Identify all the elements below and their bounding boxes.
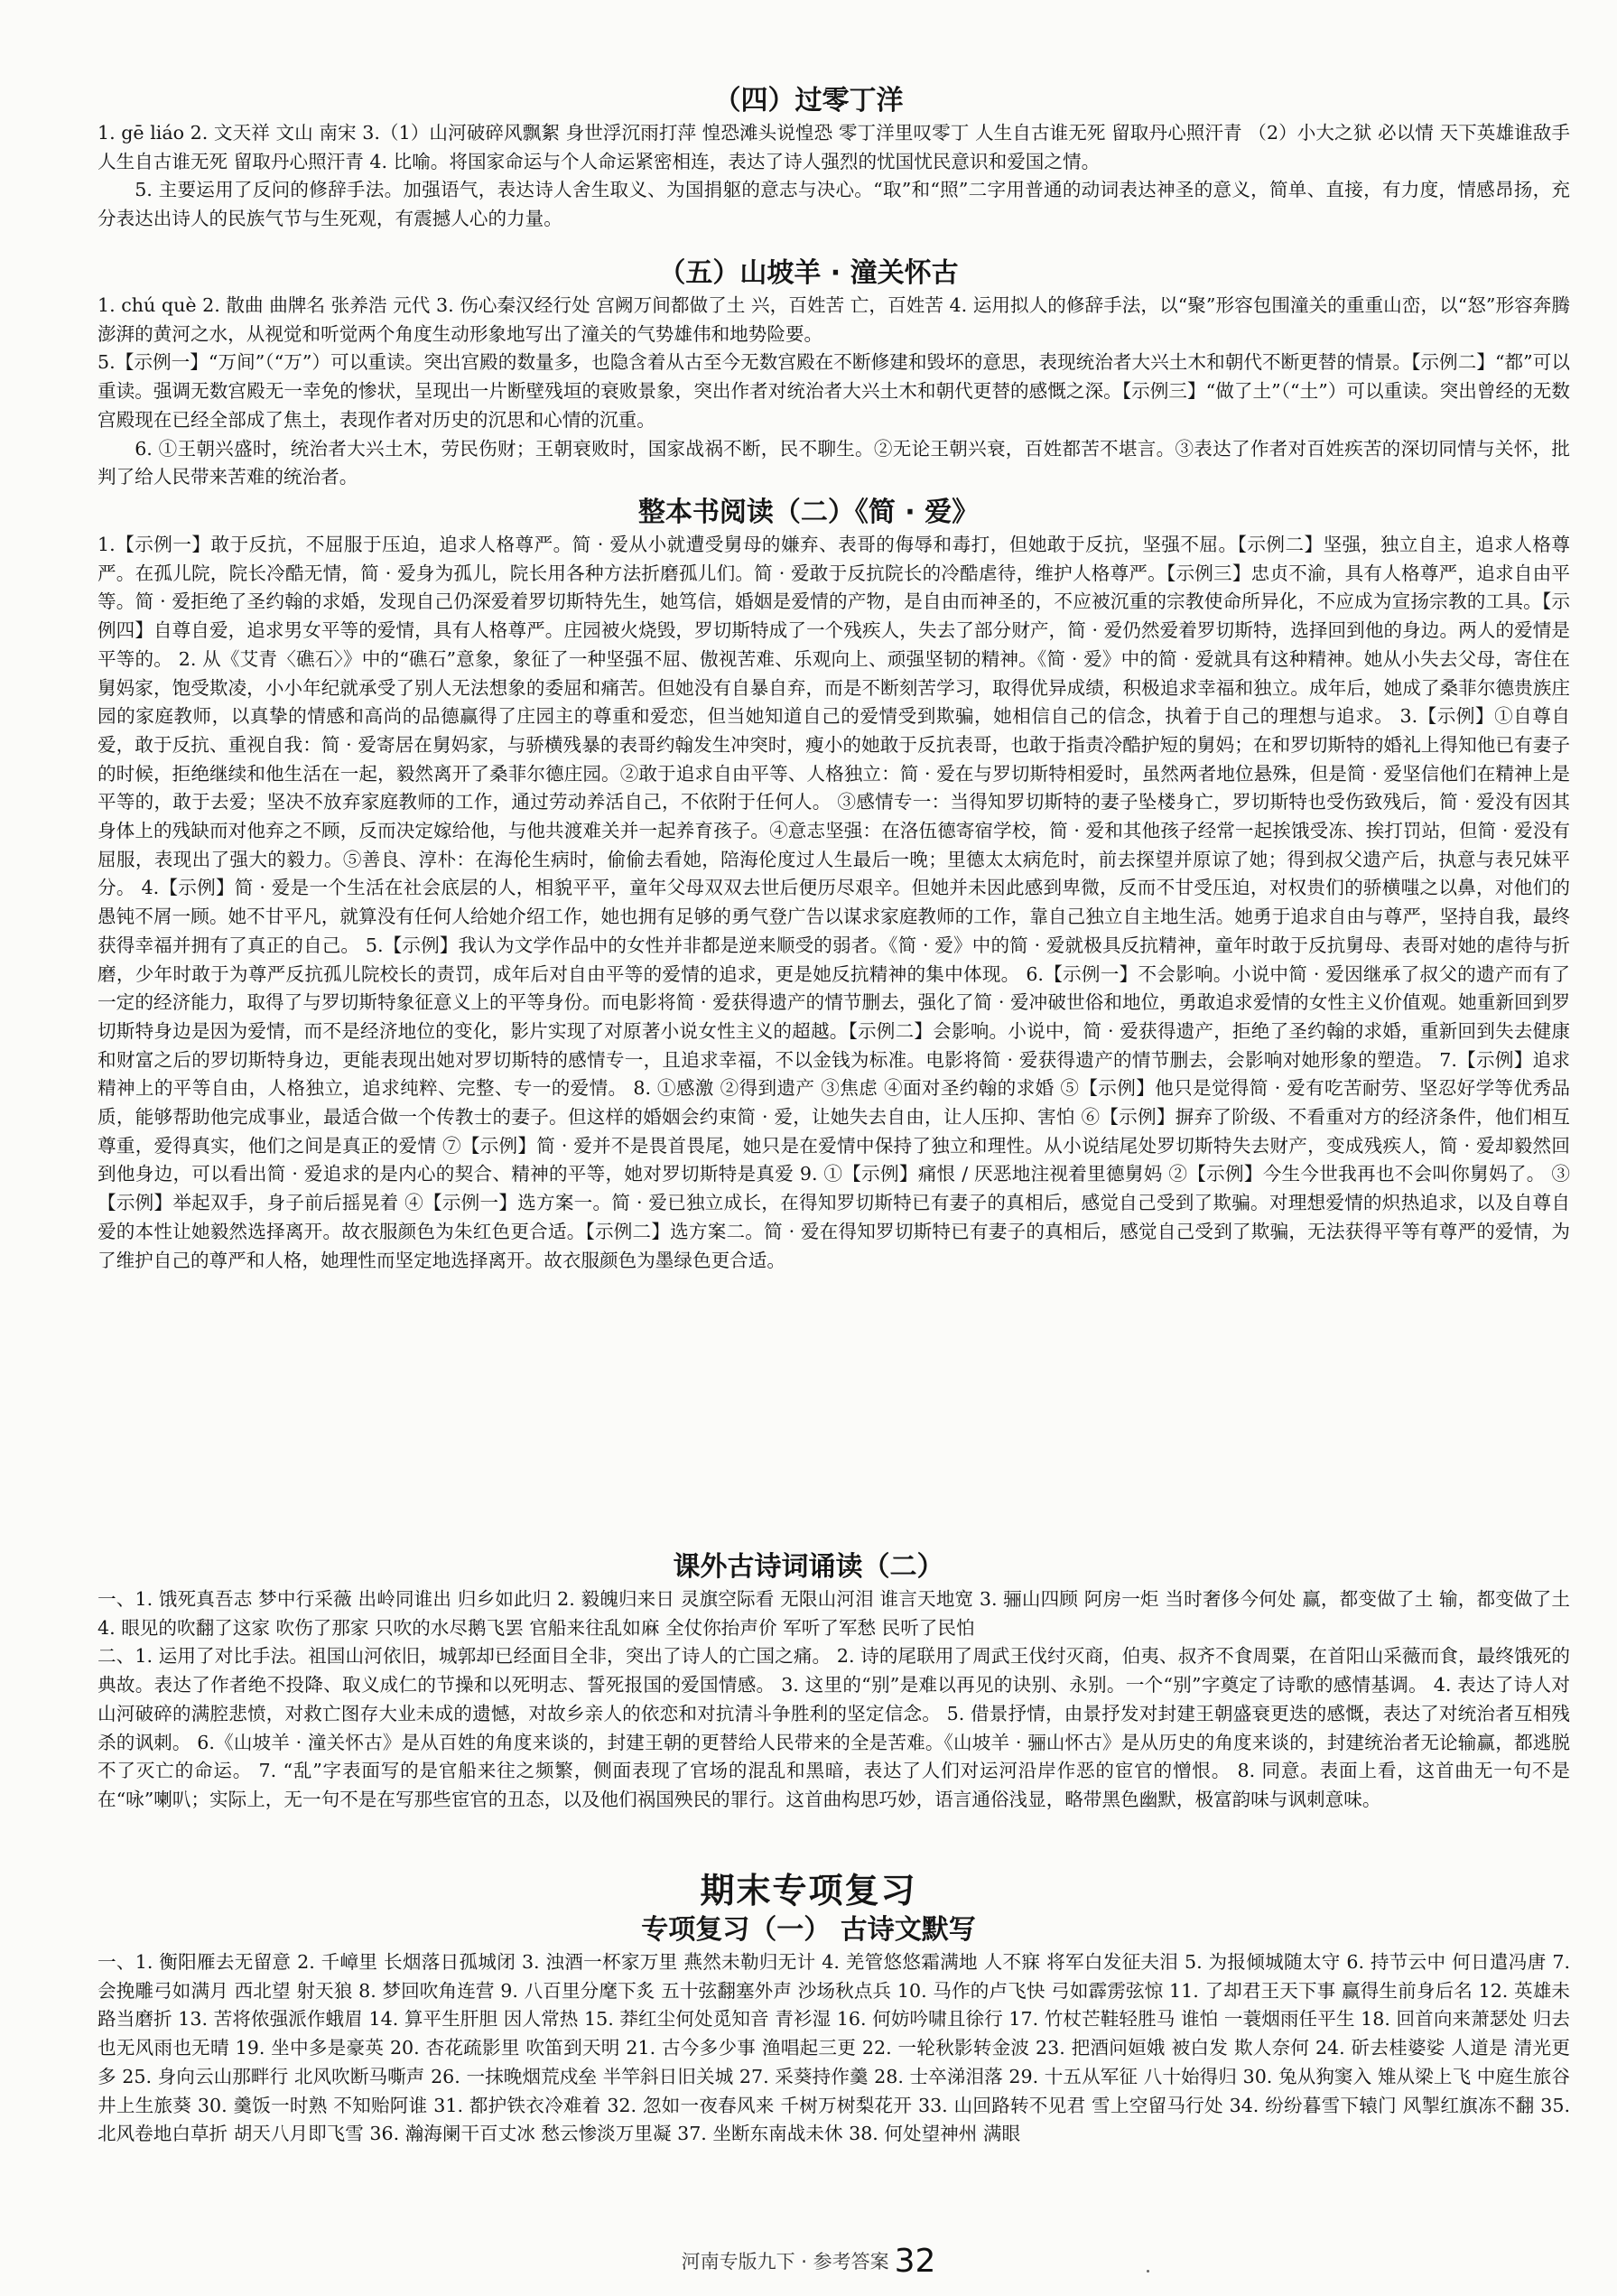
answer-paragraph: 一、1. 饿死真吾志 梦中行采薇 出岭同谁出 归乡如此归 2. 毅魄归来日 灵旗空际看 无限山河泪 谁言天地宽 3. 骊山四顾 阿房一炬 当时奢侈今何处 赢，都变做了土 输，都变做了土 4. 眼见的吹翻了这家 吹伤了那家 只吹的水尽鹅飞罢 官船来往乱如麻 全仗你抬声价 军听了军愁 民听了民怕	[98, 1588, 1570, 1639]
page-footer	[0, 2243, 1617, 2280]
page-number: 32	[894, 2243, 936, 2280]
section-shan-po-yang	[0, 256, 1617, 492]
footer-label: 河南专版九下 · 参考答案	[681, 2251, 889, 2273]
section-title: 课外古诗词诵读（二）	[673, 1551, 944, 1583]
chapter-title: 期末专项复习	[700, 1871, 917, 1910]
answer-paragraph: 1. gē liáo 2. 文天祥 文山 南宋 3.（1）山河破碎风飘絮 身世浮沉雨打萍 惶恐滩头说惶恐 零丁洋里叹零丁 人生自古谁无死 留取丹心照汗青 （2）小大之狱 必以情 天下英雄谁敌手 人生自古谁无死 留取丹心照汗青 4. 比喻。将国家命运与个人命运紧密相连，表达了诗人强烈的忧国忧民意识和爱国之情。	[98, 122, 1570, 172]
answer-paragraph: 1. chú què 2. 散曲 曲牌名 张养浩 元代 3. 伤心秦汉经行处 宫阙万间都做了土 兴，百姓苦 亡，百姓苦 4. 运用拟人的修辞手法，以“聚”形容包围潼关的重重山峦，以“怒”形容奔腾澎湃的黄河之水，从视觉和听觉两个角度生动形象地写出了潼关的气势雄伟和地势险要。	[98, 294, 1570, 345]
section-title: 整本书阅读（二）《简 · 爱》	[637, 497, 980, 528]
section-title: （五）山坡羊 · 潼关怀古	[658, 257, 959, 289]
answer-paragraph: 6. ①王朝兴盛时，统治者大兴土木，劳民伤财；王朝衰败时，国家战祸不断，民不聊生。②无论王朝兴衰，百姓都苦不堪言。③表达了作者对百姓疾苦的深切同情与关怀，批判了给人民带来苦难的统治者。	[98, 437, 1570, 488]
answer-paragraph: 二、1. 运用了对比手法。祖国山河依旧，城郭却已经面目全非，突出了诗人的亡国之痛。 2. 诗的尾联用了周武王伐纣灭商，伯夷、叔齐不食周粟，在首阳山采薇而食，最终饿死的典故。表达了作者绝不投降、取义成仁的节操和以死明志、誓死报国的爱国情感。 3. 这里的“别”是难以再见的诀别、永别。一个“别”字奠定了诗歌的感情基调。 4. 表达了诗人对山河破碎的满腔悲愤，对救亡图存大业未成的遗憾，对故乡亲人的依恋和对抗清斗争胜利的坚定信念。 5. 借景抒情，由景抒发对封建王朝盛衰更迭的感慨，表达了对统治者互相残杀的讽刺。 6.《山坡羊 · 潼关怀古》是从百姓的角度来谈的，封建王朝的更替给人民带来的全是苦难。《山坡羊 · 骊山怀古》是从历史的角度来谈的，封建统治者无论输赢，都逃脱不了灭亡的命运。 7. “乱”字表面写的是官船来往之频繁，侧面表现了官场的混乱和黑暗，表达了人们对运河沿岸作恶的宦官的憎恨。 8. 同意。表面上看，这首曲无一句不是在“咏”喇叭；实际上，无一句不是在写那些宦官的丑态，以及他们祸国殃民的罪行。这首曲构思巧妙，语言通俗浅显，略带黑色幽默，极富韵味与讽刺意味。	[98, 1645, 1570, 1810]
section-extra-poems	[0, 1549, 1617, 1815]
answer-paragraph: 5.【示例一】“万间”（“万”）可以重读。突出宫殿的数量多，也隐含着从古至今无数宫殿在不断修建和毁坏的意思，表现统治者大兴土木和朝代不断更替的情景。【示例二】“都”可以重读。强调无数宫殿无一幸免的惨状，呈现出一片断壁残垣的衰败景象，突出作者对统治者大兴土木和朝代更替的感慨之深。【示例三】“做了土”（“土”）可以重读。突出曾经的无数宫殿现在已经全部成了焦土，表现作者对历史的沉思和心情的沉重。	[98, 351, 1570, 431]
section-jane-eyre	[0, 495, 1617, 1275]
section-guo-ling-ding-yang	[0, 83, 1617, 234]
footer-dot	[1147, 2270, 1149, 2273]
answer-paragraph: 一、1. 衡阳雁去无留意 2. 千嶂里 长烟落日孤城闭 3. 浊酒一杯家万里 燕然未勒归无计 4. 羌管悠悠霜满地 人不寐 将军白发征夫泪 5. 为报倾城随太守 6. 持节云中 何日遣冯唐 7. 会挽雕弓如满月 西北望 射天狼 8. 梦回吹角连营 9. 八百里分麾下炙 五十弦翻塞外声 沙场秋点兵 10. 马作的卢飞快 弓如霹雳弦惊 11. 了却君王天下事 赢得生前身后名 12. 英雄未路当磨折 13. 苦将侬强派作蛾眉 14. 算平生肝胆 因人常热 15. 莽红尘何处觅知音 青衫湿 16. 何妨吟啸且徐行 17. 竹杖芒鞋轻胜马 谁怕 一蓑烟雨任平生 18. 回首向来萧瑟处 归去 也无风雨也无晴 19. 坐中多是豪英 20. 杏花疏影里 吹笛到天明 21. 古今多少事 渔唱起三更 22. 一轮秋影转金波 23. 把酒问姮娥 被白发 欺人奈何 24. 斫去桂婆娑 人道是 清光更多 25. 身向云山那畔行 北风吹断马嘶声 26. 一抹晚烟荒戍垒 半竿斜日旧关城 27. 采葵持作羹 28. 士卒涕泪落 29. 十五从军征 八十始得归 30. 兔从狗窦入 雉从梁上飞 中庭生旅谷 井上生旅葵 30. 羹饭一时熟 不知贻阿谁 31. 都护铁衣冷难着 32. 忽如一夜春风来 千树万树梨花开 33. 山回路转不见君 雪上空留马行处 34. 纷纷暮雪下辕门 风掣红旗冻不翻 35. 北风卷地白草折 胡天八月即飞雪 36. 瀚海阑干百丈冰 愁云惨淡万里凝 37. 坐断东南战未休 38. 何处望神州 满眼	[98, 1951, 1570, 2145]
section-title: （四）过零丁洋	[713, 85, 904, 116]
answer-paragraph: 1.【示例一】敢于反抗，不屈服于压迫，追求人格尊严。简 · 爱从小就遭受舅母的嫌弃、表哥的侮辱和毒打，但她敢于反抗，坚强不屈。【示例二】坚强，独立自主，追求人格尊严。在孤儿院，院长冷酷无情，简 · 爱身为孤儿，院长用各种方法折磨孤儿们。简 · 爱敢于反抗院长的冷酷虐待，维护人格尊严。【示例三】忠贞不渝，具有人格尊严，追求自由平等。简 · 爱拒绝了圣约翰的求婚，发现自己仍深爱着罗切斯特先生，她笃信，婚姻是爱情的产物，是自由而神圣的，不应被沉重的宗教使命所异化，不应成为宣扬宗教的工具。【示例四】自尊自爱，追求男女平等的爱情，具有人格尊严。庄园被火烧毁，罗切斯特成了一个残疾人，失去了部分财产，简 · 爱仍然爱着罗切斯特，选择回到他的身边。两人的爱情是平等的。 2. 从《艾青〈礁石〉》中的“礁石”意象，象征了一种坚强不屈、傲视苦难、乐观向上、顽强坚韧的精神。《简 · 爱》中的简 · 爱就具有这种精神。她从小失去父母，寄住在舅妈家，饱受欺凌，小小年纪就承受了别人无法想象的委屈和痛苦。但她没有自暴自弃，而是不断刻苦学习，取得优异成绩，积极追求幸福和独立。成年后，她成了桑菲尔德贵族庄园的家庭教师，以真挚的情感和高尚的品德赢得了庄园主的尊重和爱恋，但当她知道自己的爱情受到欺骗，她相信自己的信念，执着于自己的理想与追求。 3.【示例】①自尊自爱，敢于反抗、重视自我：简 · 爱寄居在舅妈家，与骄横残暴的表哥约翰发生冲突时，瘦小的她敢于反抗表哥，也敢于指责冷酷护短的舅妈；在和罗切斯特的婚礼上得知他已有妻子的时候，拒绝继续和他生活在一起，毅然离开了桑菲尔德庄园。②敢于追求自由平等、人格独立：简 · 爱在与罗切斯特相爱时，虽然两者地位悬殊，但是简 · 爱坚信他们在精神上是平等的，敢于去爱；坚决不放弃家庭教师的工作，通过劳动养活自己，不依附于任何人。 ③感情专一：当得知罗切斯特的妻子坠楼身亡，罗切斯特也受伤致残后，简 · 爱没有因其身体上的残缺而对他弃之不顾，反而决定嫁给他，与他共渡难关并一起养育孩子。④意志坚强：在洛伍德寄宿学校，简 · 爱和其他孩子经常一起挨饿受冻、挨打罚站，但简 · 爱没有屈服，表现出了强大的毅力。⑤善良、淳朴：在海伦生病时，偷偷去看她，陪海伦度过人生最后一晚；里德太太病危时，前去探望并原谅了她；得到叔父遗产后，执意与表兄妹平分。 4.【示例】简 · 爱是一个生活在社会底层的人，相貌平平，童年父母双双去世后便历尽艰辛。但她并未因此感到卑微，反而不甘受压迫，对权贵们的骄横嗤之以鼻，对他们的愚钝不屑一顾。她不甘平凡，就算没有任何人给她介绍工作，她也拥有足够的勇气登广告以谋求家庭教师的工作，靠自己独立自主地生活。她勇于追求自由与尊严，坚持自我，最终获得幸福并拥有了真正的自己。 5.【示例】我认为文学作品中的女性并非都是逆来顺受的弱者。《简 · 爱》中的简 · 爱就极具反抗精神，童年时敢于反抗舅母、表哥对她的虐待与折磨，少年时敢于为尊严反抗孤儿院校长的责罚，成年后对自由平等的爱情的追求，更是她反抗精神的集中体现。 6.【示例一】不会影响。小说中简 · 爱因继承了叔父的遗产而有了一定的经济能力，取得了与罗切斯特象征意义上的平等身份。而电影将简 · 爱获得遗产的情节删去，强化了简 · 爱冲破世俗和地位，勇敢追求爱情的女性主义价值观。她重新回到罗切斯特身边是因为爱情，而不是经济地位的变化，影片实现了对原著小说女性主义的超越。【示例二】会影响。小说中，简 · 爱获得遗产，拒绝了圣约翰的求婚，重新回到失去健康和财富之后的罗切斯特身边，更能表现出她对罗切斯特的感情专一，且追求幸福，不以金钱为标准。电影将简 · 爱获得遗产的情节删去，会影响对她形象的塑造。 7.【示例】追求精神上的平等自由，人格独立，追求纯粹、完整、专一的爱情。 8. ①感激 ②得到遗产 ③焦虑 ④面对圣约翰的求婚 ⑤【示例】他只是觉得简 · 爱有吃苦耐劳、坚忍好学等优秀品质，能够帮助他完成事业，最适合做一个传教士的妻子。但这样的婚姻会约束简 · 爱，让她失去自由，让人压抑、害怕 ⑥【示例】摒弃了阶级、不看重对方的经济条件，他们相互尊重，爱得真实，他们之间是真正的爱情 ⑦【示例】简 · 爱并不是畏首畏尾，她只是在爱情中保持了独立和理性。从小说结尾处罗切斯特失去财产，变成残疾人，简 · 爱却毅然回到他身边，可以看出简 · 爱追求的是内心的契合、精神的平等，她对罗切斯特是真爱 9. ①【示例】痛恨 / 厌恶地注视着里德舅妈 ②【示例】今生今世我再也不会叫你舅妈了。 ③【示例】举起双手，身子前后摇晃着 ④【示例一】选方案一。简 · 爱已独立成长，在得知罗切斯特已有妻子的真相后，感觉自己受到了欺骗。对理想爱情的炽热追求，以及自尊自爱的本性让她毅然选择离开。故衣服颜色为朱红色更合适。【示例二】选方案二。简 · 爱在得知罗切斯特已有妻子的真相后，感觉自己受到了欺骗，无法获得平等有尊严的爱情，为了维护自己的尊严和人格，她理性而坚定地选择离开。故衣服颜色为墨绿色更合适。	[98, 534, 1570, 1271]
section-final-review	[0, 1869, 1617, 2149]
answer-paragraph: 5. 主要运用了反问的修辞手法。加强语气，表达诗人舍生取义、为国捐躯的意志与决心。“取”和“照”二字用普通的动词表达神圣的意义，简单、直接，有力度，情感昂扬，充分表达出诗人的民族气节与生死观，有震撼人心的力量。	[98, 179, 1570, 230]
section-title: 专项复习（一） 古诗文默写	[641, 1914, 976, 1946]
